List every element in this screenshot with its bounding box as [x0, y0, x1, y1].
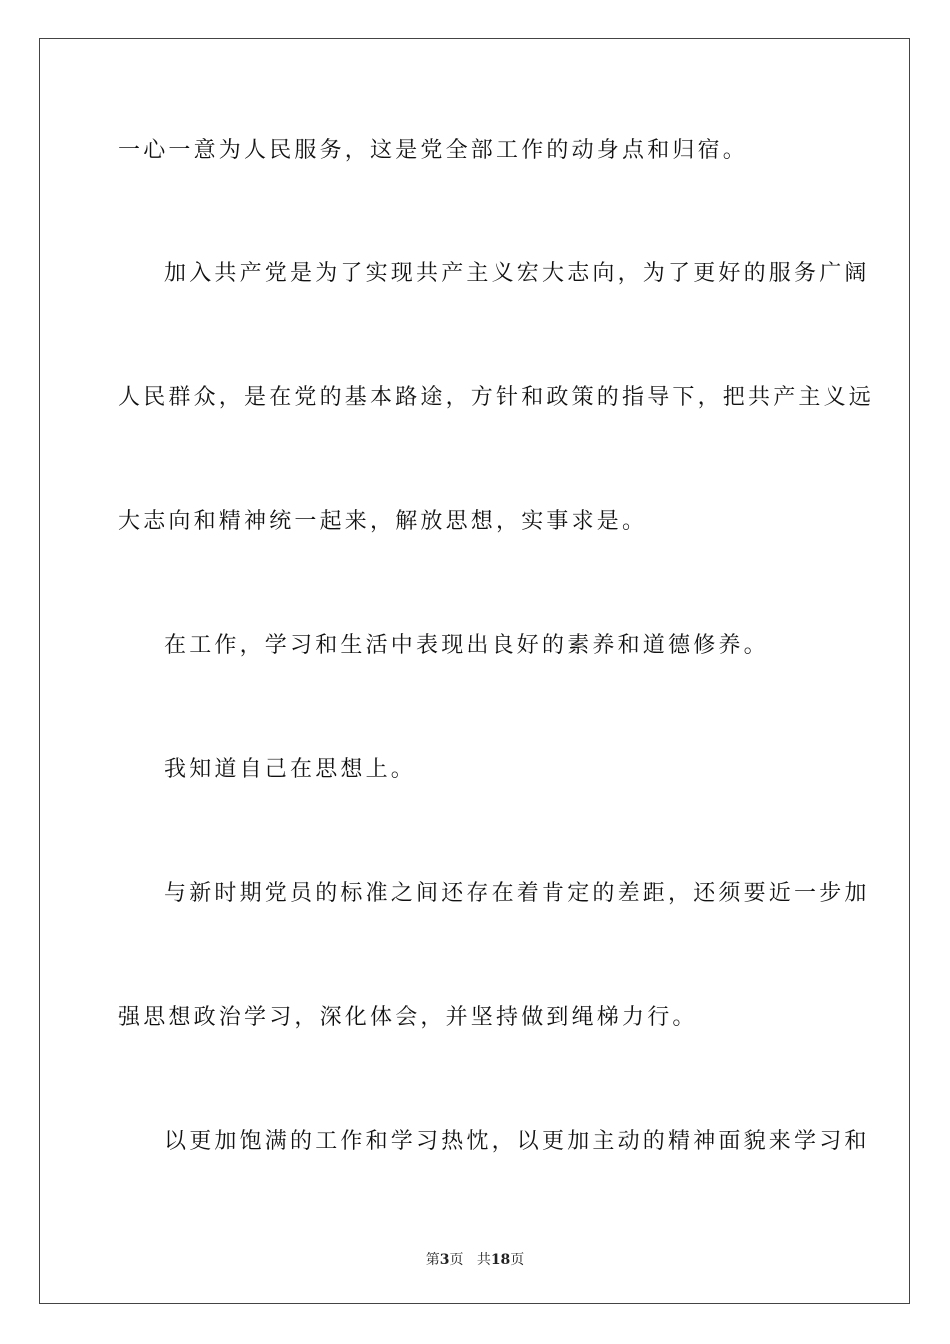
page-label-prefix: 第	[425, 1252, 440, 1268]
text-line: 我知道自己在思想上。	[164, 757, 417, 782]
text-line: 强思想政治学习，深化体会，并坚持做到绳梯力行。	[118, 1005, 698, 1030]
text-line: 一心一意为人民服务，这是党全部工作的动身点和归宿。	[118, 138, 749, 163]
page-number: 3	[439, 1252, 450, 1268]
page-footer	[0, 1249, 950, 1269]
total-label-prefix: 共	[476, 1252, 491, 1268]
text-line: 人民群众，是在党的基本路途，方针和政策的指导下，把共产主义远	[118, 385, 875, 410]
text-line: 在工作，学习和生活中表现出良好的素养和道德修养。	[164, 633, 769, 658]
total-pages: 18	[490, 1252, 511, 1268]
text-line: 加入共产党是为了实现共产主义宏大志向，为了更好的服务广阔	[164, 261, 870, 286]
text-line: 以更加饱满的工作和学习热忱，以更加主动的精神面貌来学习和	[164, 1129, 870, 1154]
text-line: 大志向和精神统一起来，解放思想，实事求是。	[118, 509, 648, 534]
page-label-suffix: 页	[449, 1252, 464, 1268]
page-border	[39, 38, 910, 1304]
text-line: 与新时期党员的标准之间还存在着肯定的差距，还须要近一步加	[164, 881, 870, 906]
total-label-suffix: 页	[510, 1252, 525, 1268]
